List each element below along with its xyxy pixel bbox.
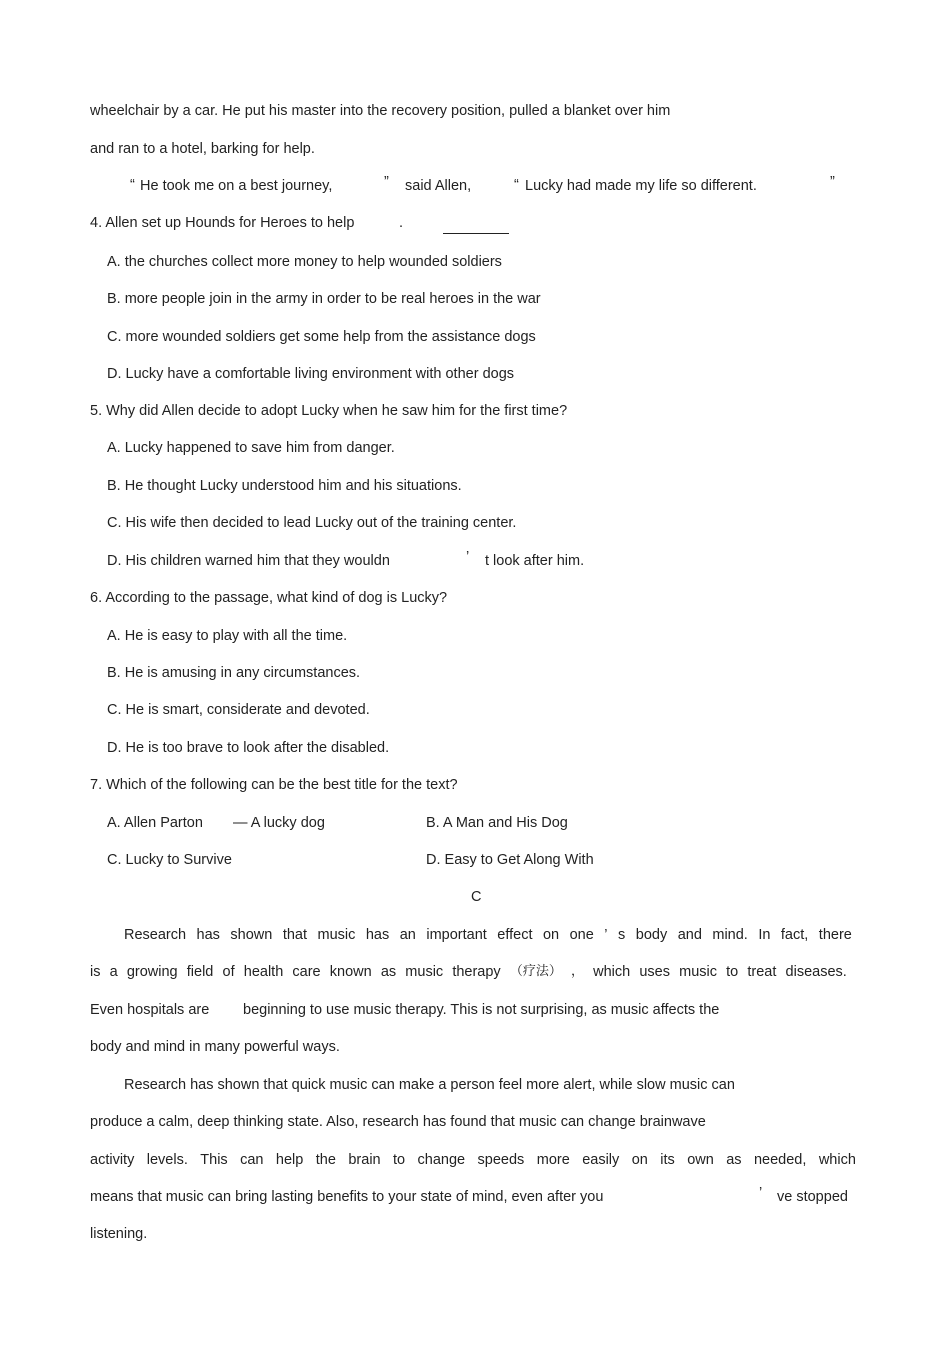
- option-b: B. A Man and His Dog: [426, 815, 568, 831]
- option-a-subtitle: — A lucky dog: [233, 815, 325, 831]
- section-heading: C: [471, 889, 482, 905]
- word: has: [365, 927, 390, 943]
- paragraph-line: body and mind in many powerful ways.: [90, 1039, 340, 1055]
- word: needed,: [753, 1152, 807, 1168]
- word: to: [393, 1152, 406, 1168]
- word: music: [679, 964, 718, 980]
- word: activity: [90, 1152, 135, 1168]
- word: that: [282, 927, 308, 943]
- option-a: A. He is easy to play with all the time.: [107, 628, 348, 644]
- word: s: [618, 927, 626, 943]
- paragraph-line-fragment: beginning to use music therapy. This is not surprising, as music affects the: [243, 1002, 720, 1018]
- question-stem-period: .: [399, 215, 404, 231]
- word: a: [109, 964, 118, 980]
- option-d: D. Lucky have a comfortable living environment with other dogs: [107, 366, 515, 382]
- word: as: [726, 1152, 742, 1168]
- word: therapy: [452, 964, 501, 980]
- word: fact,: [780, 927, 809, 943]
- word: field: [186, 964, 214, 980]
- word: more: [536, 1152, 570, 1168]
- paragraph-line-fragment: means that music can bring lasting benefits to your state of mind, even after you: [90, 1189, 604, 1205]
- option-c: C. more wounded soldiers get some help from the assistance dogs: [107, 329, 536, 345]
- quote-close-mark: ”: [384, 174, 389, 190]
- word: growing: [126, 964, 178, 980]
- quote-part-2: Lucky had made my life so different.: [525, 178, 757, 194]
- word: on: [631, 1152, 648, 1168]
- word: body: [635, 927, 668, 943]
- word: health: [243, 964, 284, 980]
- passage-b-line-2: and ran to a hotel, barking for help.: [90, 141, 315, 157]
- option-a: A. the churches collect more money to help wounded soldiers: [107, 254, 502, 270]
- paragraph-line: listening.: [90, 1226, 148, 1242]
- word: uses: [639, 964, 670, 980]
- word: can: [240, 1152, 264, 1168]
- word: easily: [582, 1152, 620, 1168]
- word: care: [292, 964, 321, 980]
- word: shown: [230, 927, 273, 943]
- word: own: [687, 1152, 714, 1168]
- option-c: C. His wife then decided to lead Lucky out of the training center.: [107, 515, 517, 531]
- option-a: A. Lucky happened to save him from danger.: [107, 440, 395, 456]
- option-c: C. He is smart, considerate and devoted.: [107, 702, 370, 718]
- word: mind.: [712, 927, 748, 943]
- word: help: [275, 1152, 304, 1168]
- question-stem: 5. Why did Allen decide to adopt Lucky when he saw him for the first time?: [90, 403, 568, 419]
- option-d-apostrophe: ’: [466, 549, 470, 565]
- word: an: [399, 927, 416, 943]
- quote-open-mark: “: [130, 177, 135, 193]
- answer-blank: [443, 233, 509, 234]
- word: treat: [747, 964, 777, 980]
- word: there: [818, 927, 852, 943]
- word: which: [818, 1152, 856, 1168]
- word: its: [660, 1152, 675, 1168]
- word: as: [380, 964, 397, 980]
- word: important: [426, 927, 487, 943]
- word: known: [329, 964, 372, 980]
- question-stem: 7. Which of the following can be the best title for the text?: [90, 777, 458, 793]
- word: levels.: [146, 1152, 188, 1168]
- question-stem: 4. Allen set up Hounds for Heroes to help: [90, 215, 355, 231]
- word: music: [405, 964, 444, 980]
- word: is: [90, 964, 101, 980]
- option-b: B. He thought Lucky understood him and his situations.: [107, 478, 462, 494]
- paragraph-line-fragment: ve stopped: [777, 1189, 848, 1205]
- word: to: [726, 964, 739, 980]
- word: （疗法）: [509, 964, 562, 979]
- word: on: [542, 927, 560, 943]
- word: speeds: [477, 1152, 525, 1168]
- word: and: [677, 927, 702, 943]
- word: effect: [497, 927, 533, 943]
- word: ’: [604, 927, 608, 943]
- word: change: [417, 1152, 466, 1168]
- option-d: D. His children warned him that they wouldn: [107, 553, 390, 569]
- word: Research: [124, 927, 187, 943]
- word: This: [200, 1152, 228, 1168]
- word: of: [222, 964, 235, 980]
- word: the: [315, 1152, 336, 1168]
- word: brain: [348, 1152, 381, 1168]
- word: In: [758, 927, 771, 943]
- option-b: B. He is amusing in any circumstances.: [107, 665, 361, 681]
- paragraph-line-fragment: Even hospitals are: [90, 1002, 210, 1018]
- paragraph-line: produce a calm, deep thinking state. Also, research has found that music can change brainwave: [90, 1114, 706, 1130]
- option-d-tail: t look after him.: [485, 553, 585, 569]
- option-d: D. He is too brave to look after the disabled.: [107, 740, 390, 756]
- paragraph-line: [90, 1151, 856, 1169]
- quote-said-allen: said Allen,: [405, 178, 472, 194]
- quote-close-mark-2: ”: [830, 174, 835, 190]
- paragraph-line: [124, 926, 852, 944]
- option-b: B. more people join in the army in order to be real heroes in the war: [107, 291, 541, 307]
- word: has: [196, 927, 220, 943]
- option-d: D. Easy to Get Along With: [426, 852, 594, 868]
- word: one: [569, 927, 594, 943]
- option-a: A. Allen Parton: [107, 815, 203, 831]
- apostrophe-mark: ’: [759, 1185, 763, 1201]
- paragraph-line: Research has shown that quick music can make a person feel more alert, while slow music can: [124, 1077, 735, 1093]
- quote-part-1: He took me on a best journey,: [140, 178, 333, 194]
- option-c: C. Lucky to Survive: [107, 852, 232, 868]
- paragraph-line: [90, 963, 847, 981]
- passage-b-line-1: wheelchair by a car. He put his master into the recovery position, pulled a blanket over him: [90, 103, 671, 119]
- word: ，: [570, 964, 584, 979]
- word: which: [593, 964, 631, 980]
- word: music: [317, 927, 356, 943]
- question-stem: 6. According to the passage, what kind of dog is Lucky?: [90, 590, 448, 606]
- quote-open-mark-2: “: [514, 177, 519, 193]
- word: diseases.: [785, 964, 847, 980]
